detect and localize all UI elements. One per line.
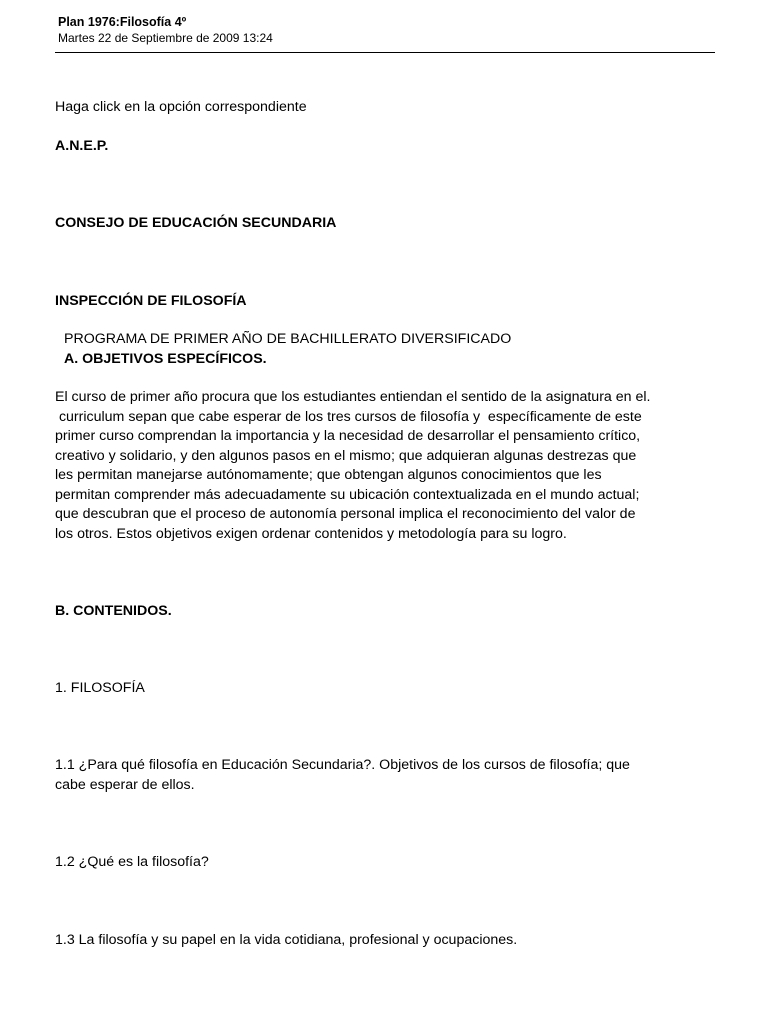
paragraph-line: creativo y solidario, y den algunos pasos en el mismo; que adquieran algunas destrezas que bbox=[55, 447, 637, 464]
org-heading: A.N.E.P. bbox=[55, 138, 109, 154]
paragraph-line: cabe esperar de ellos. bbox=[55, 776, 195, 793]
paragraph-line: primer curso comprendan la importancia y la necesidad de desarrollar el pensamiento crítico, bbox=[55, 428, 641, 444]
item-1-2: 1.2 ¿Qué es la filosofía? bbox=[55, 854, 209, 870]
paragraph-line: los otros. Estos objetivos exigen ordenar contenidos y metodología para su logro. bbox=[55, 525, 567, 542]
program-heading: PROGRAMA DE PRIMER AÑO DE BACHILLERATO DIVERSIFICADO bbox=[64, 331, 512, 347]
objectives-heading: A. OBJETIVOS ESPECÍFICOS. bbox=[64, 351, 267, 367]
document-date: Martes 22 de Septiembre de 2009 13:24 bbox=[58, 31, 273, 45]
inspection-heading: INSPECCIÓN DE FILOSOFÍA bbox=[55, 293, 247, 309]
paragraph-line: que descubran que el proceso de autonomía personal implica el reconocimiento del valor de bbox=[55, 506, 636, 522]
paragraph-line: les permitan manejarse autónomamente; que obtengan algunos conocimientos que les bbox=[55, 467, 602, 483]
document-title: Plan 1976:Filosofía 4º bbox=[58, 15, 187, 29]
item-1-3: 1.3 La filosofía y su papel en la vida cotidiana, profesional y ocupaciones. bbox=[55, 932, 518, 948]
header-divider bbox=[55, 52, 715, 53]
section-1-heading: 1. FILOSOFÍA bbox=[55, 680, 145, 696]
paragraph-line: permitan comprender más adecuadamente su ubicación contextualizada en el mundo actual; bbox=[55, 486, 640, 503]
item-1-1 bbox=[55, 756, 715, 795]
council-heading: CONSEJO DE EDUCACIÓN SECUNDARIA bbox=[55, 215, 337, 231]
instruction-link[interactable]: Haga click en la opción correspondiente bbox=[55, 99, 307, 115]
paragraph-line: 1.1 ¿Para qué filosofía en Educación Secundaria?. Objetivos de los cursos de filosofía; que bbox=[55, 757, 630, 773]
contents-heading: B. CONTENIDOS. bbox=[55, 603, 172, 619]
objectives-paragraph bbox=[55, 388, 715, 544]
paragraph-line: El curso de primer año procura que los estudiantes entiendan el sentido de la asignatura en el. bbox=[55, 389, 651, 405]
page-header bbox=[58, 14, 714, 46]
paragraph-line: curriculum sepan que cabe esperar de los tres cursos de filosofía y específicamente de este bbox=[55, 408, 642, 425]
